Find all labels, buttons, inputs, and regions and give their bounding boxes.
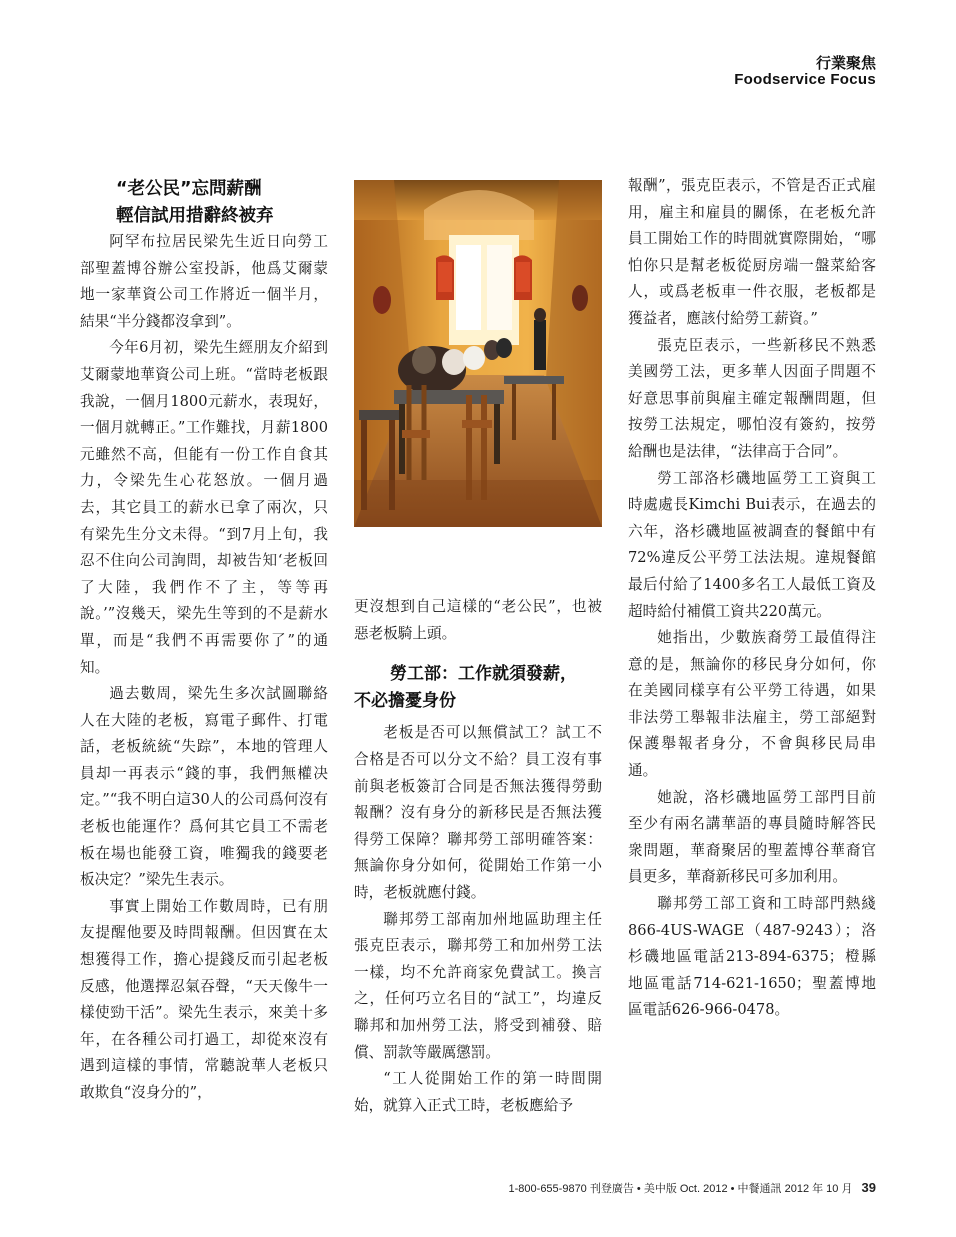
article2-paragraph: 報酬”，張克臣表示，不管是否正式雇用，雇主和雇員的關係，在老板允許員工開始工作的時間就實際開始，“哪怕你只是幫老板從厨房端一盤菜給客人，或爲老板車一件衣服，老板都是獲益者，應該付給勞工薪資。” <box>628 177 876 327</box>
column-3 <box>628 173 876 1024</box>
footer-text: 1-800-655-9870 刊登廣告 • 美中版 Oct. 2012 • 中餐通訊 2012 年 10 月 <box>508 1183 853 1195</box>
article1-paragraph: 過去數周，梁先生多次試圖聯絡人在大陸的老板，寫電子郵件、打電話，老板統統“失踪”，本地的管理人員却一再表示“錢的事，我們無權决定。”“我不明白這30人的公司爲何沒有老板也能運作？爲何其它員工不需老板在場也能發工資，唯獨我的錢要老板决定？”梁先生表示。 <box>80 685 328 889</box>
article2-paragraph: “工人從開始工作的第一時間開始，就算入正式工時，老板應給予 <box>354 1070 602 1114</box>
article2-headline-line1: 勞工部：工作就須發薪， <box>390 664 577 685</box>
article2-paragraph: 老板是否可以無償試工？試工不合格是否可以分文不給？員工沒有事前與老板簽訂合同是否無法獲得勞動報酬？沒有身分的新移民是否無法獲得勞工保障？聯邦勞工部明確答案：無論你身分如何，從開始工作第一小時，老板就應付錢。 <box>354 724 602 901</box>
section-title-english: Foodservice Focus <box>734 71 876 88</box>
article2-headline <box>354 661 602 714</box>
article2-paragraph: 張克臣表示，一些新移民不熟悉美國勞工法，更多華人因面子問題不好意思事前與雇主確定報酬問題，但按勞工法規定，哪怕沒有簽約，按勞給酬也是法律，“法律高于合同”。 <box>628 336 876 460</box>
article1-headline <box>116 176 346 230</box>
article2-paragraph: 她指出，少數族裔勞工最值得注意的是，無論你的移民身分如何，你在美國同樣享有公平勞工待遇，如果非法勞工舉報非法雇主，勞工部絕對保護舉報者身分，不會與移民局串通。 <box>628 629 876 780</box>
column-1 <box>80 229 328 1107</box>
page-number: 39 <box>861 1180 876 1195</box>
article2-paragraph: 聯邦勞工部南加州地區助理主任張克臣表示，聯邦勞工和加州勞工法一樣，均不允許商家免費試工。換言之，任何巧立名目的“試工”，均違反聯邦和加州勞工法，將受到補發、賠償、罰款等嚴厲懲罰。 <box>354 910 602 1061</box>
column-2 <box>354 594 602 1119</box>
article2-paragraph: 勞工部洛杉磯地區勞工工資與工時處處長Kimchi Bui表示，在過去的六年，洛杉磯地區被調查的餐館中有72%違反公平勞工法法規。違規餐館最后付給了1400多名工人最低工資及超時給付補償工資共220萬元。 <box>628 469 876 620</box>
article2-headline-line2: 不必擔憂身份 <box>354 690 456 711</box>
article1-headline-line1: “老公民”忘問薪酬 <box>116 179 262 199</box>
article2-paragraph: 她說，洛杉磯地區勞工部門目前至少有兩名講華語的專員隨時解答民衆問題，華裔聚居的聖蓋博谷華裔官員更多，華裔新移民可多加利用。 <box>628 788 876 886</box>
restaurant-interior-photo <box>354 180 602 527</box>
article1-headline-line2: 輕信試用措辭終被弃 <box>116 206 274 226</box>
article2-paragraph: 聯邦勞工部工資和工時部門熱綫866-4US-WAGE（487-9243）；洛杉磯地區電話213-894-6375；橙縣地區電話714-621-1650；聖蓋博地區電話626-966-0478。 <box>628 895 876 1019</box>
article1-paragraph: 阿罕布拉居民梁先生近日向勞工部聖蓋博谷辦公室投訴，他爲艾爾蒙地一家華資公司工作將近一個半月，結果“半分錢都沒拿到”。 <box>80 233 328 330</box>
article1-paragraph: 今年6月初，梁先生經朋友介紹到艾爾蒙地華資公司上班。“當時老板跟我說，一個月1800元薪水，表現好，一個月就轉正。”工作難找，月薪1800元雖然不高，但能有一份工作自食其力，令梁先生心花怒放。一個月過去，其它員工的薪水已拿了兩次，只有梁先生分文未得。“到7月上旬，我忍不住向公司詢問，却被告知‘老板回了大陸，我們作不了主，等等再說。’”沒幾天，梁先生等到的不是薪水單，而是“我們不再需要你了”的通知。 <box>80 339 328 676</box>
article1-paragraph: 事實上開始工作數周時，已有朋友提醒他要及時問報酬。但因實在太想獲得工作，擔心提錢反而引起老板反感，他選擇忍氣吞聲，“天天像牛一樣使勁干活”。梁先生表示，來美十多年，在各種公司打過工，却從來沒有遇到這樣的事情，常聽說華人老板只敢欺負“沒身分的”， <box>80 897 328 1101</box>
article1-continued: 更沒想到自己這樣的“老公民”，也被惡老板騎上頭。 <box>354 598 602 642</box>
page-footer <box>509 1180 876 1196</box>
section-title-chinese: 行業聚焦 <box>815 54 876 72</box>
